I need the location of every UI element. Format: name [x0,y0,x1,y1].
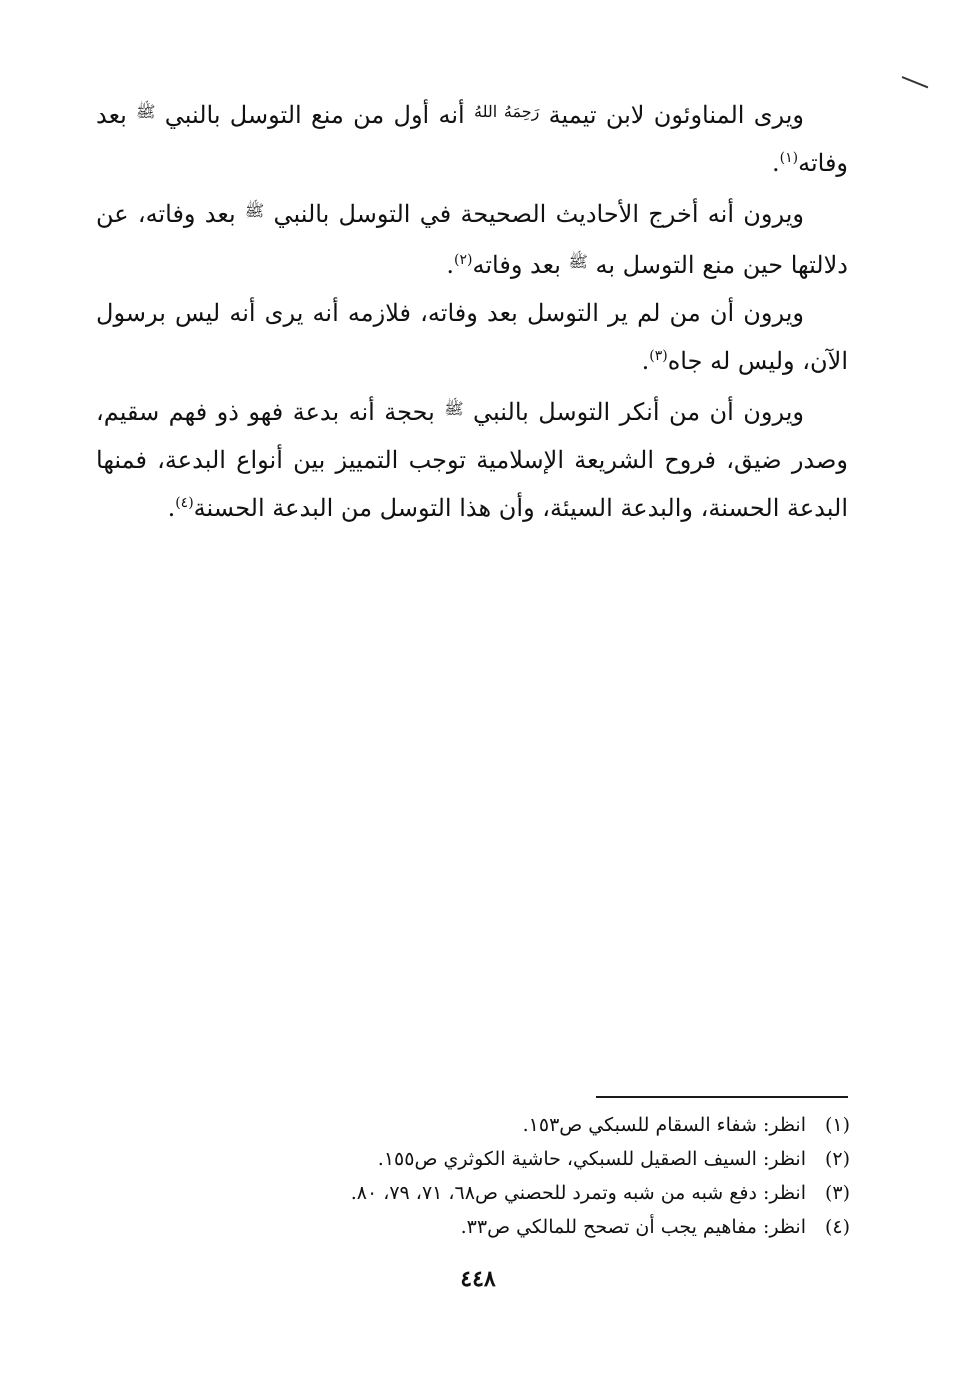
honorific-mark: رَحِمَهُ اللهُ [474,102,540,121]
paragraph-1 [96,88,848,187]
paragraph-3 [96,289,848,385]
text-run: بعد وفاته، عن دلالتها حين منع التوسل به [96,200,848,279]
footnote-number: (٣) [824,1182,850,1204]
text-run: . [446,251,455,279]
text-run: ويرون أن من أنكر التوسل بالنبي [463,398,804,426]
text-run: أنه أول من منع التوسل بالنبي [155,101,474,129]
footnote-text: انظر: مفاهيم يجب أن تصحح للمالكي ص٣٣. [460,1216,806,1238]
text-run: بعد وفاته [96,101,848,177]
text-run: ويرى المناوئون لابن تيمية [539,101,805,129]
footnote-number: (١) [824,1114,850,1136]
text-run: بعد وفاته [472,251,569,279]
footnote-number: (٢) [824,1148,850,1170]
footnote-item [260,1176,850,1210]
footnote-ref[interactable]: (٣) [649,348,668,364]
paragraph-4 [96,385,848,532]
footnote-text: انظر: السيف الصقيل للسبكي، حاشية الكوثري ص١٥٥. [377,1148,806,1170]
main-text [96,88,848,532]
honorific-mark: ﷺ [568,252,588,271]
text-run: ويرون أن من لم ير التوسل بعد وفاته، فلازمه أنه يرى أنه ليس برسول الآن، وليس له جاه [96,299,848,375]
paragraph-2 [96,187,848,289]
footnote-text: انظر: شفاء السقام للسبكي ص١٥٣. [522,1114,806,1136]
honorific-mark: ﷺ [136,102,156,121]
footnote-text: انظر: دفع شبه من شبه وتمرد للحصني ص٦٨، ٧١، ٧٩، ٨٠. [350,1182,806,1204]
footnote-item [260,1210,850,1244]
scan-mark [902,76,929,88]
text-run: . [167,494,176,522]
footnote-number: (٤) [824,1216,850,1238]
text-run: . [771,149,780,177]
footnotes-list [260,1108,850,1244]
page-number: ٤٤٨ [460,1266,496,1292]
text-run: ويرون أنه أخرج الأحاديث الصحيحة في التوسل بالنبي [264,200,805,228]
honorific-mark: ﷺ [444,399,464,418]
footnote-ref[interactable]: (٤) [175,495,194,511]
footnote-ref[interactable]: (٢) [454,252,473,268]
footnote-item [260,1142,850,1176]
footnote-separator [596,1096,848,1098]
text-run: بحجة أنه بدعة فهو ذو فهم سقيم، وصدر ضيق، فروح الشريعة الإسلامية توجب التمييز بين أنواع البدعة، فمنها البدعة الحسنة، والبدعة السيئة، وأن هذا التوسل من البدعة الحسنة [96,398,848,522]
footnote-ref[interactable]: (١) [779,150,799,166]
text-run: . [641,347,650,375]
honorific-mark: ﷺ [244,201,265,220]
footnote-item [260,1108,850,1142]
